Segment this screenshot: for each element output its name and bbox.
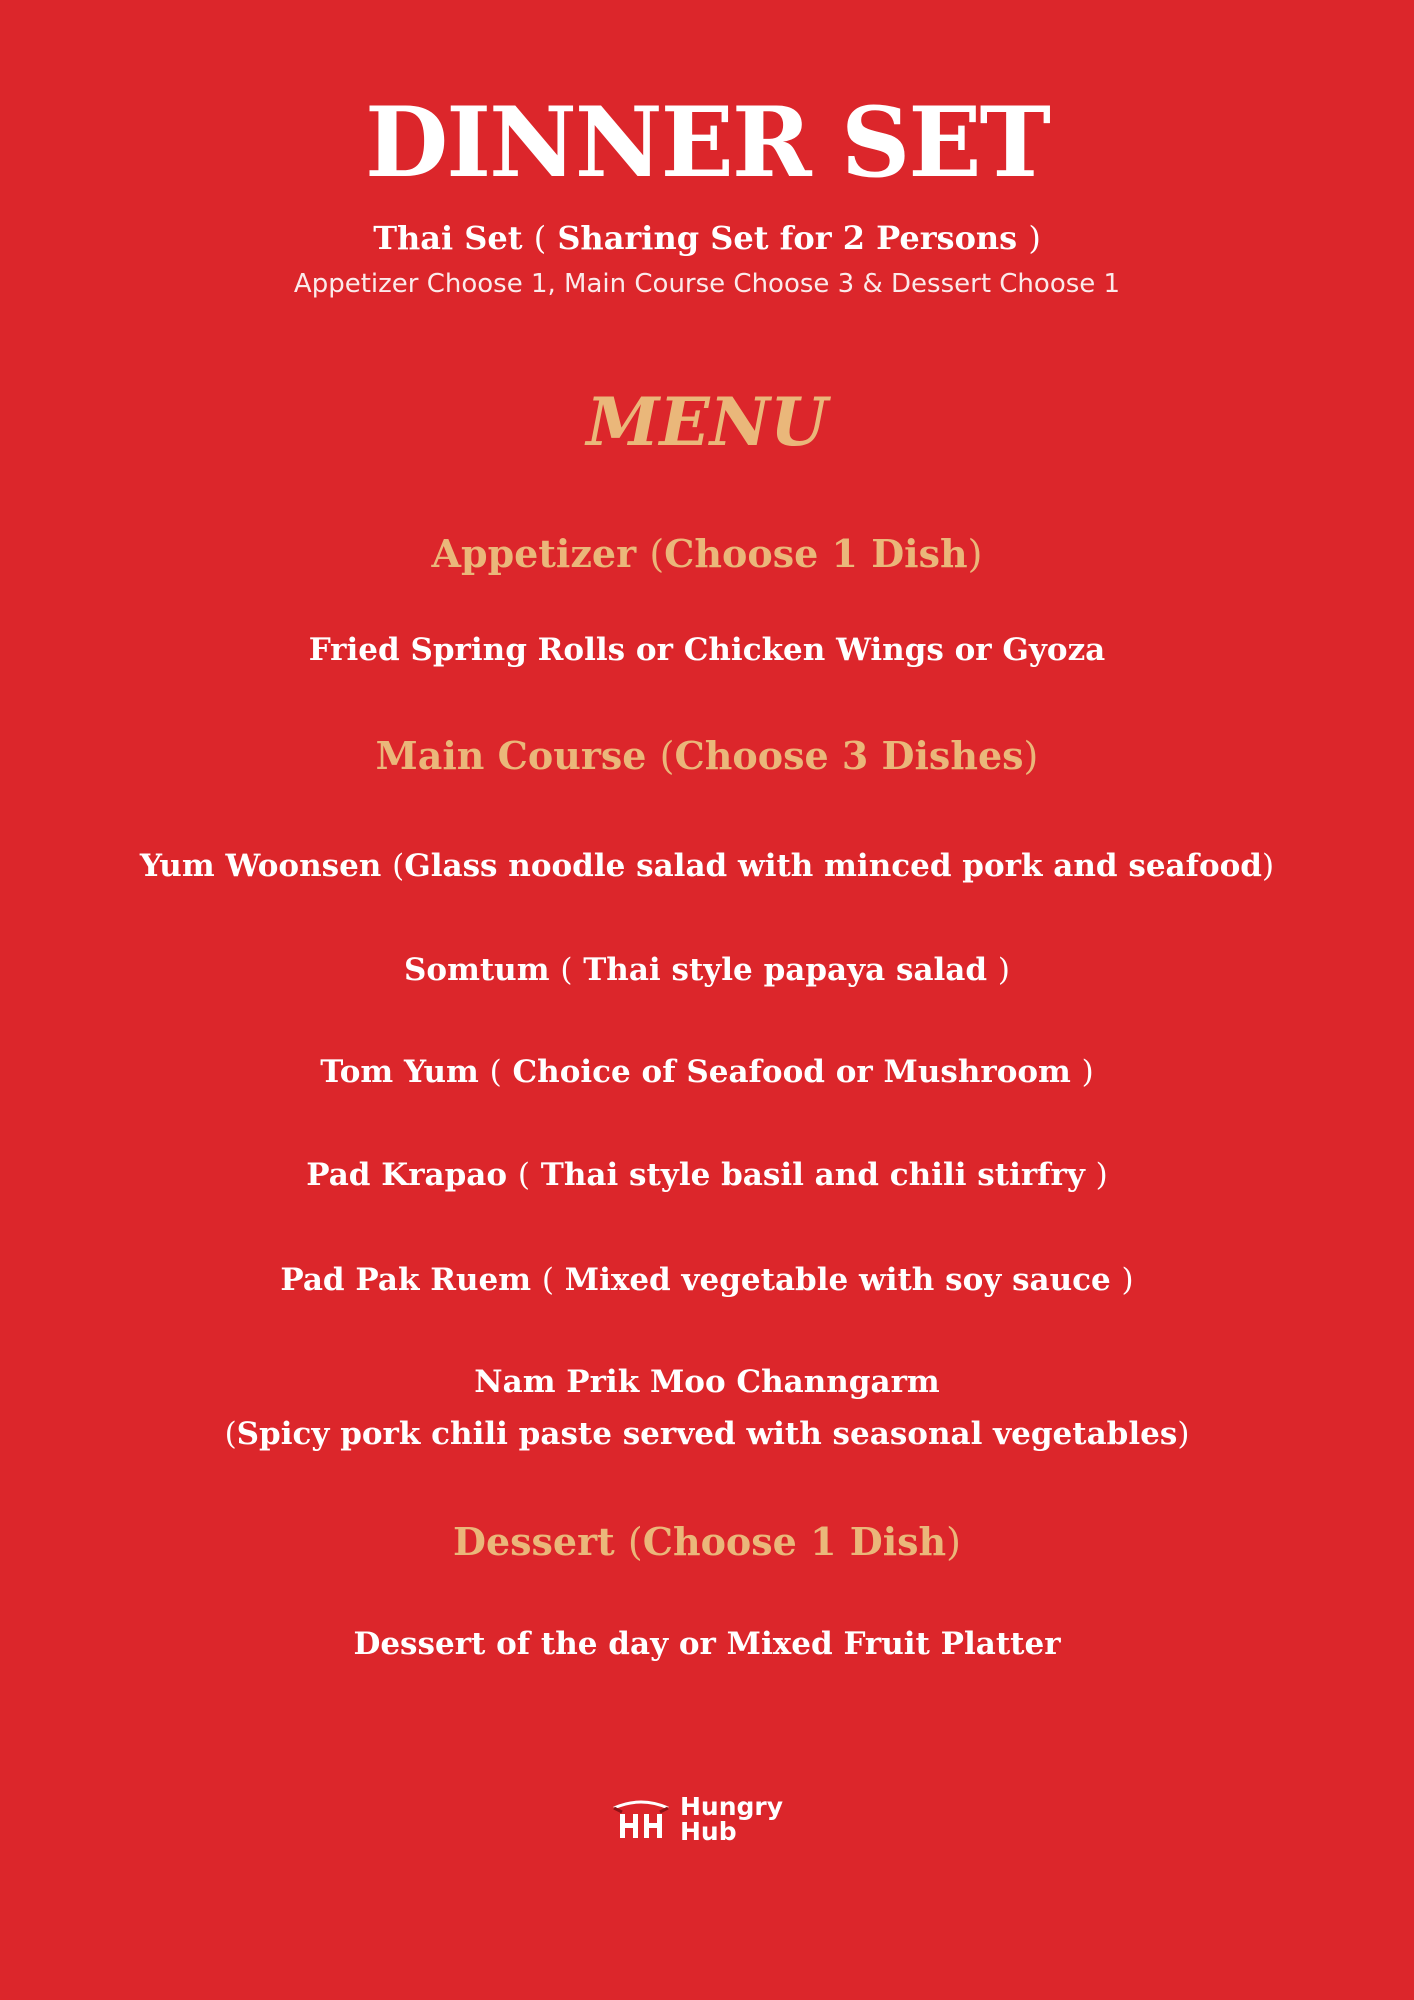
close-paren: ) [1177, 1416, 1190, 1452]
set-detail-text: Sharing Set for 2 Persons [557, 219, 1018, 257]
open-paren: ( [517, 1157, 530, 1193]
logo-line-hub: Hub [680, 1817, 737, 1846]
open-paren: ( [627, 1520, 643, 1564]
set-rules: Appetizer Choose 1, Main Course Choose 3 & Dessert Choose 1 [293, 269, 1121, 299]
section-name: Dessert [452, 1519, 615, 1564]
dish-detail: Glass noodle salad with minced pork and seafood [404, 848, 1262, 884]
section-heading-dessert [0, 1516, 1414, 1568]
dish-name: Pad Krapao [306, 1157, 508, 1193]
logo-line-hungry: Hungry [680, 1792, 784, 1821]
section-name: Main Course [375, 733, 647, 778]
close-paren: ) [1095, 1157, 1108, 1193]
close-paren: ) [997, 952, 1010, 988]
set-detail-open-paren: ( [533, 219, 547, 257]
main-course-item-name: Nam Prik Moo Channgarm [474, 1364, 940, 1400]
page-title: DINNER SET [365, 86, 1049, 199]
hungry-hub-logo-text [680, 1794, 783, 1844]
close-paren: ) [1121, 1262, 1134, 1298]
dish-name: Yum Woonsen [139, 848, 382, 884]
open-paren: ( [659, 734, 675, 778]
dish-detail: Thai style basil and chili stirfry [540, 1157, 1085, 1193]
open-paren: ( [541, 1262, 554, 1298]
open-paren: ( [560, 952, 573, 988]
close-paren: ) [1023, 734, 1039, 778]
main-course-item [0, 1050, 1414, 1094]
dish-detail: Choice of Seafood or Mushroom [512, 1054, 1071, 1090]
close-paren: ) [1262, 848, 1275, 884]
dish-name: Tom Yum [320, 1054, 479, 1090]
main-course-item [0, 948, 1414, 992]
set-name [0, 216, 1414, 260]
section-rule: Choose 1 Dish [664, 531, 968, 576]
open-paren: ( [649, 532, 665, 576]
main-course-item [0, 844, 1414, 888]
close-paren: ) [946, 1520, 961, 1564]
close-paren: ) [1081, 1054, 1094, 1090]
main-course-item-detail [0, 1412, 1414, 1456]
hungry-hub-logo [612, 1790, 802, 1850]
section-name: Appetizer [431, 531, 637, 576]
dish-detail: Thai style papaya salad [583, 952, 988, 988]
dessert-item: Dessert of the day or Mixed Fruit Platter [353, 1626, 1061, 1662]
menu-heading: MENU [586, 383, 828, 461]
hungry-hub-logo-icon [612, 1798, 670, 1842]
dish-detail: Mixed vegetable with soy sauce [564, 1262, 1111, 1298]
set-detail-close-paren: ) [1028, 219, 1041, 257]
section-heading-appetizer [0, 528, 1414, 580]
section-heading-main-course [0, 730, 1414, 782]
section-rule: Choose 3 Dishes [674, 733, 1024, 778]
main-course-item [0, 1258, 1414, 1302]
section-rule: Choose 1 Dish [642, 1519, 947, 1564]
open-paren: ( [392, 848, 405, 884]
set-name-text: Thai Set [373, 219, 523, 257]
appetizer-item: Fried Spring Rolls or Chicken Wings or Gyoza [308, 632, 1106, 668]
dish-name: Pad Pak Ruem [280, 1262, 532, 1298]
dish-name: Somtum [404, 952, 550, 988]
main-course-item [0, 1153, 1414, 1197]
dish-detail: Spicy pork chili paste served with seasonal vegetables [236, 1416, 1178, 1452]
open-paren: ( [224, 1416, 237, 1452]
open-paren: ( [489, 1054, 502, 1090]
close-paren: ) [967, 532, 983, 576]
